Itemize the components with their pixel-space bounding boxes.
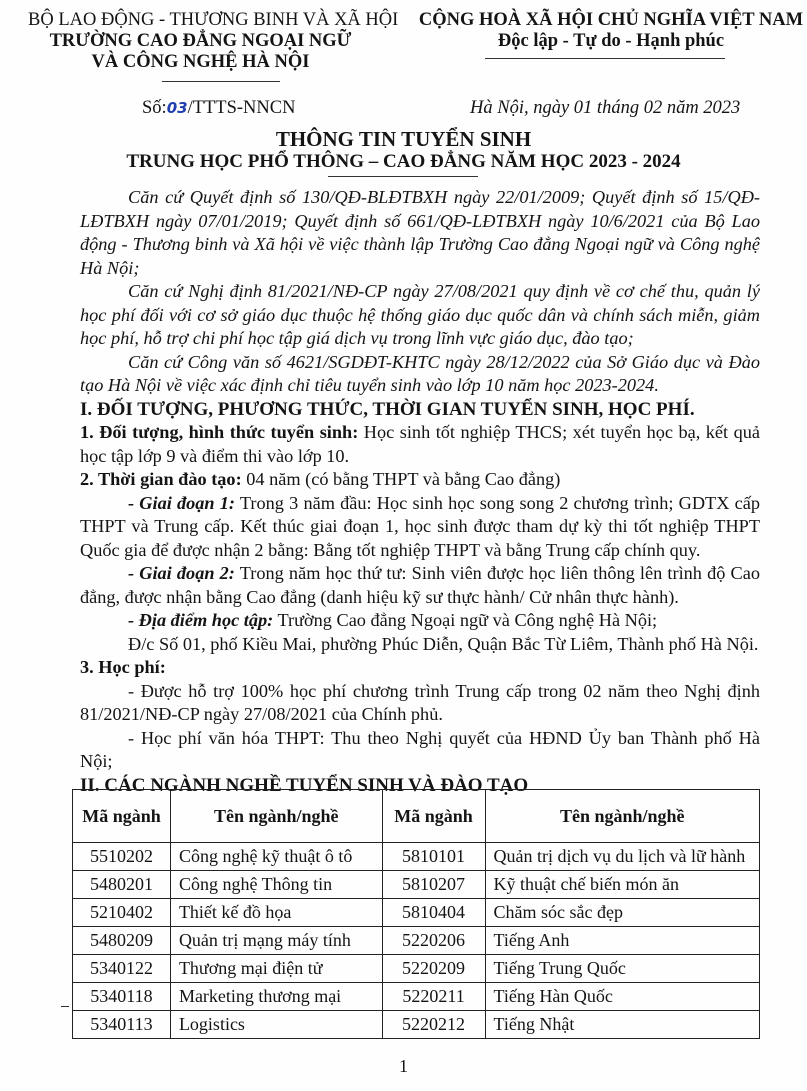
major-name: Chăm sóc sắc đẹp xyxy=(485,899,759,927)
major-name: Quản trị dịch vụ du lịch và lữ hành xyxy=(485,843,759,871)
location-label: - Địa điểm học tập: xyxy=(128,610,274,630)
major-code: 5340118 xyxy=(73,983,171,1011)
school-name-line1: TRƯỜNG CAO ĐẲNG NGOẠI NGỮ xyxy=(49,31,352,51)
major-name: Công nghệ Thông tin xyxy=(170,871,382,899)
document-subtitle: TRUNG HỌC PHỔ THÔNG – CAO ĐẲNG NĂM HỌC 2023 - 2024 xyxy=(126,151,681,172)
table-row xyxy=(73,871,760,899)
fee-paragraph-2: - Học phí văn hóa THPT: Thu theo Nghị quyết của HĐND Ủy ban Thành phố Hà Nội; xyxy=(80,727,760,771)
header-name-2: Tên ngành/nghề xyxy=(485,790,759,843)
ministry-name: BỘ LAO ĐỘNG - THƯƠNG BINH VÀ XÃ HỘI xyxy=(28,10,399,30)
item-2-text: 04 năm (có bằng THPT và bằng Cao đẳng) xyxy=(241,469,561,489)
phase-1-label: - Giai đoạn 1: xyxy=(128,492,236,513)
table-header-row xyxy=(73,790,760,843)
major-code: 5220211 xyxy=(382,983,485,1011)
major-code: 5220212 xyxy=(382,1011,485,1039)
table-row xyxy=(73,983,760,1011)
item-3-label: 3. Học phí: xyxy=(80,657,166,677)
major-code: 5340113 xyxy=(73,1011,171,1039)
document-title: THÔNG TIN TUYỂN SINH xyxy=(275,127,532,151)
major-code: 5810207 xyxy=(382,871,485,899)
major-code: 5480209 xyxy=(73,927,171,955)
major-name: Công nghệ kỹ thuật ô tô xyxy=(170,843,382,871)
major-name: Marketing thương mại xyxy=(170,983,382,1011)
document-number xyxy=(142,98,295,119)
major-name: Thương mại điện tử xyxy=(170,955,382,983)
major-name: Tiếng Hàn Quốc xyxy=(485,983,759,1011)
school-name-line2: VÀ CÔNG NGHỆ HÀ NỘI xyxy=(91,52,310,72)
major-name: Tiếng Anh xyxy=(485,927,759,955)
table-row xyxy=(73,927,760,955)
major-code: 5340122 xyxy=(73,955,171,983)
document-number-suffix: /TTTS-NNCN xyxy=(187,98,296,118)
header-name-1: Tên ngành/nghề xyxy=(170,790,382,843)
section-1-heading: I. ĐỐI TƯỢNG, PHƯƠNG THỨC, THỜI GIAN TUYỂN SINH, HỌC PHÍ. xyxy=(80,398,695,420)
issuer-block xyxy=(28,10,399,73)
major-name: Quản trị mạng máy tính xyxy=(170,927,382,955)
preamble-paragraph-1: Căn cứ Quyết định số 130/QĐ-BLĐTBXH ngày 22/01/2009; Quyết định số 15/QĐ-LĐTBXH ngày 07/01/2019; Quyết định số 661/QĐ-LĐTBXH ngày 10/6/2021 của Bộ Lao động - Thương binh và Xã hội về việc thành lập Trường Cao đẳng Ngoại ngữ và Công nghệ Hà Nội; xyxy=(80,187,760,278)
location-paragraph xyxy=(80,609,760,633)
table-row xyxy=(73,843,760,871)
major-code: 5220206 xyxy=(382,927,485,955)
item-2-label: 2. Thời gian đào tạo: xyxy=(80,469,242,489)
item-2-paragraph xyxy=(80,468,760,492)
phase-2-paragraph xyxy=(80,562,760,609)
major-name: Kỹ thuật chế biến món ăn xyxy=(485,871,759,899)
table-row xyxy=(73,899,760,927)
header-code-2: Mã ngành xyxy=(382,790,485,843)
major-name: Tiếng Trung Quốc xyxy=(485,955,759,983)
document-number-handwritten: 03 xyxy=(166,99,188,117)
preamble-paragraph-2: Căn cứ Nghị định 81/2021/NĐ-CP ngày 27/08/2021 quy định về cơ chế thu, quản lý học phí đối với cơ sở giáo dục thuộc hệ thống giáo dục quốc dân và chính sách miễn, giảm học phí, hỗ trợ chi phí học tập giá dịch vụ trong lĩnh vực giáo dục, đào tạo; xyxy=(80,281,760,348)
national-motto: Độc lập - Tự do - Hạnh phúc xyxy=(497,31,725,51)
major-code: 5210402 xyxy=(73,899,171,927)
major-name: Logistics xyxy=(170,1011,382,1039)
national-heading-block xyxy=(415,10,807,52)
major-code: 5810101 xyxy=(382,843,485,871)
phase-2-text: Trong năm học thứ tư: Sinh viên được học liên thông lên trình độ Cao đẳng, được nhận bằng Cao đẳng (danh hiệu kỹ sư thực hành/ Cử nhân thực hành). xyxy=(80,563,760,607)
major-code: 5480201 xyxy=(73,871,171,899)
scan-margin-mark xyxy=(61,1006,69,1007)
major-code: 5510202 xyxy=(73,843,171,871)
table-row xyxy=(73,955,760,983)
nation-name: CỘNG HOÀ XÃ HỘI CHỦ NGHĨA VIỆT NAM xyxy=(418,10,804,30)
address-paragraph: Đ/c Số 01, phố Kiều Mai, phường Phúc Diễn, Quận Bắc Từ Liêm, Thành phố Hà Nội. xyxy=(128,633,759,654)
table-row xyxy=(73,1011,760,1039)
item-1-label: 1. Đối tượng, hình thức tuyển sinh: xyxy=(80,422,359,442)
fee-paragraph-1: - Được hỗ trợ 100% học phí chương trình Trung cấp trong 02 năm theo Nghị định 81/2021/NĐ-CP ngày 27/08/2021 của Chính phủ. xyxy=(80,680,760,724)
location-text: Trường Cao đẳng Ngoại ngữ và Công nghệ Hà Nội; xyxy=(273,610,658,630)
phase-2-label: - Giai đoạn 2: xyxy=(128,563,235,583)
major-name: Tiếng Nhật xyxy=(485,1011,759,1039)
majors-table xyxy=(72,789,760,1039)
section-2-heading: II. CÁC NGÀNH NGHỀ TUYỂN SINH VÀ ĐÀO TẠO xyxy=(80,774,529,796)
header-code-1: Mã ngành xyxy=(73,790,171,843)
phase-1-paragraph xyxy=(80,492,760,563)
major-name: Thiết kế đồ họa xyxy=(170,899,382,927)
page-number: 1 xyxy=(399,1056,408,1076)
major-code: 5810404 xyxy=(382,899,485,927)
document-date: Hà Nội, ngày 01 tháng 02 năm 2023 xyxy=(470,98,741,118)
issuer-underline xyxy=(162,81,280,82)
item-1-paragraph xyxy=(80,421,760,468)
phase-1-text: Trong 3 năm đầu: Học sinh học song song 2 chương trình; GDTX cấp THPT và Trung cấp. Kết thúc giai đoạn 1, học sinh được tham dự kỳ thi tốt nghiệp THPT Quốc gia để được nhận 2 bằng: Bằng tốt nghiệp THPT và bằng Trung cấp chính quy. xyxy=(80,492,760,560)
title-underline xyxy=(328,176,478,177)
motto-underline xyxy=(485,58,725,59)
document-number-prefix: Số: xyxy=(142,98,167,118)
major-code: 5220209 xyxy=(382,955,485,983)
item-1-text: Học sinh tốt nghiệp THCS; xét tuyển học bạ, kết quả học tập lớp 9 và điểm thi vào lớp 10. xyxy=(80,422,760,466)
preamble-paragraph-3: Căn cứ Công văn số 4621/SGDĐT-KHTC ngày 28/12/2022 của Sở Giáo dục và Đào tạo Hà Nội về việc xác định chỉ tiêu tuyển sinh vào lớp 10 năm học 2023-2024. xyxy=(80,351,760,395)
document-body xyxy=(80,186,760,797)
